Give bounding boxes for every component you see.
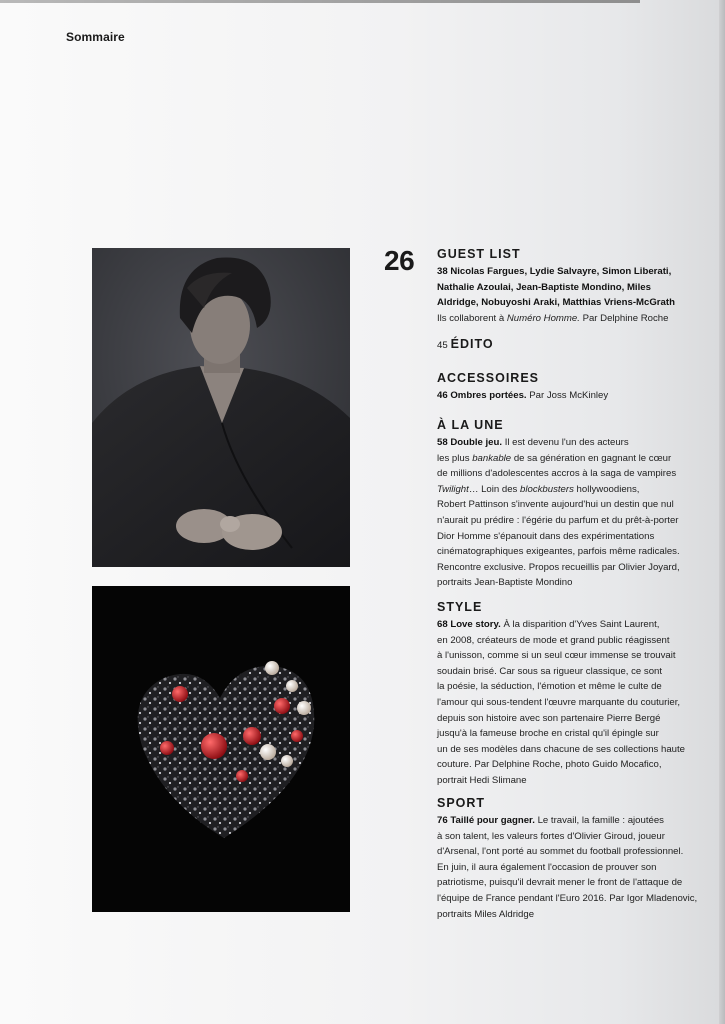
- entry-line: 46 Ombres portées. Par Joss McKinley: [437, 390, 609, 401]
- entry-line: l'équipe de France pendant l'Euro 2016. Par Igor Mladenovic,: [437, 892, 698, 904]
- entry-line: Dior Homme s'épanouit dans des expérimentations: [437, 530, 655, 542]
- section-title: ACCESSOIRES: [437, 371, 539, 385]
- entry-line: jusqu'à la fameuse broche en cristal qu'il épingle sur: [437, 728, 659, 740]
- entry-line: soudain brisé. Car sous sa rigueur classique, ce sont: [437, 665, 663, 677]
- entry-line: à son talent, les valeurs fortes d'Olivier Giroud, joueur: [437, 830, 665, 842]
- entry-line: de millions d'adolescentes accros à la saga de vampires: [437, 468, 677, 480]
- entry-line: la poésie, la séduction, l'émotion et même le culte de: [437, 681, 662, 693]
- entry-line: d'Arsenal, l'ont porté au sommet du football professionnel.: [437, 846, 684, 858]
- section-title: GUEST LIST: [437, 247, 521, 261]
- entry-line: 76 Taillé pour gagner. Le travail, la famille : ajoutées: [437, 815, 664, 826]
- entry-line: depuis son histoire avec son partenaire Pierre Bergé: [437, 712, 661, 724]
- heart-brooch-photo: [92, 586, 350, 912]
- portrait-photo: [92, 248, 350, 567]
- entry-line: en 2008, créateurs de mode et grand public réagissent: [437, 634, 670, 646]
- guest-list-note: Ils collaborent à Numéro Homme. Par Delphine Roche: [437, 312, 669, 324]
- entry-line: portraits Miles Aldridge: [437, 908, 535, 920]
- section-style: [437, 600, 707, 789]
- section-title: 45 ÉDITO: [437, 337, 494, 351]
- section-title: SPORT: [437, 796, 486, 810]
- section-sport: [437, 796, 707, 922]
- section-guest-list: [437, 247, 707, 326]
- entry-line: les plus bankable de sa génération en gagnant le cœur: [437, 452, 672, 464]
- entry-line: Twilight… Loin des blockbusters hollywoodiens,: [437, 483, 640, 495]
- entry-line: couture. Par Delphine Roche, photo Guido Mocafico,: [437, 759, 662, 771]
- entry-line: En juin, il aura également l'occasion de prouver son: [437, 861, 657, 873]
- entry-line: un de ses modèles dans chacune de ses collections haute: [437, 743, 685, 755]
- entry-line: Rencontre exclusive. Propos recueillis par Olivier Joyard,: [437, 561, 680, 573]
- entry-line: patriotisme, puisqu'il devrait mener le front de l'attaque de: [437, 877, 683, 889]
- page-ref: 45: [437, 340, 448, 351]
- section-title: À LA UNE: [437, 418, 504, 432]
- top-rule: [0, 0, 640, 3]
- entry-line: l'amour qui sous-tendent l'œuvre marquante du couturier,: [437, 696, 681, 708]
- entry-line: Robert Pattinson s'invente aujourd'hui un destin que nul: [437, 499, 674, 511]
- section-a-la-une: [437, 418, 707, 591]
- section-title: STYLE: [437, 600, 483, 614]
- page-title: Sommaire: [66, 30, 125, 44]
- section-edito: [437, 337, 707, 351]
- entry-line: cinématographiques exigeantes, parfois même radicales.: [437, 546, 680, 558]
- issue-page-number: 26: [384, 245, 415, 276]
- entry-line: à l'unisson, comme si un seul cœur immense se trouvait: [437, 650, 676, 662]
- guest-list-line: 38 Nicolas Fargues, Lydie Salvayre, Simon Liberati,: [437, 266, 672, 277]
- entry-line: portrait Hedi Slimane: [437, 774, 527, 786]
- section-accessoires: [437, 371, 707, 404]
- guest-list-line: Aldridge, Nobuyoshi Araki, Matthias Vriens-McGrath: [437, 297, 675, 309]
- entry-line: 68 Love story. À la disparition d'Yves Saint Laurent,: [437, 619, 660, 630]
- entry-line: portraits Jean-Baptiste Mondino: [437, 577, 573, 589]
- entry-line: 58 Double jeu. Il est devenu l'un des acteurs: [437, 437, 629, 448]
- entry-line: n'aurait pu prédire : l'égérie du parfum et du prêt-à-porter: [437, 514, 679, 526]
- guest-list-line: Nathalie Azoulai, Jean-Baptiste Mondino, Miles: [437, 281, 651, 293]
- page-edge-shadow: [719, 0, 725, 1024]
